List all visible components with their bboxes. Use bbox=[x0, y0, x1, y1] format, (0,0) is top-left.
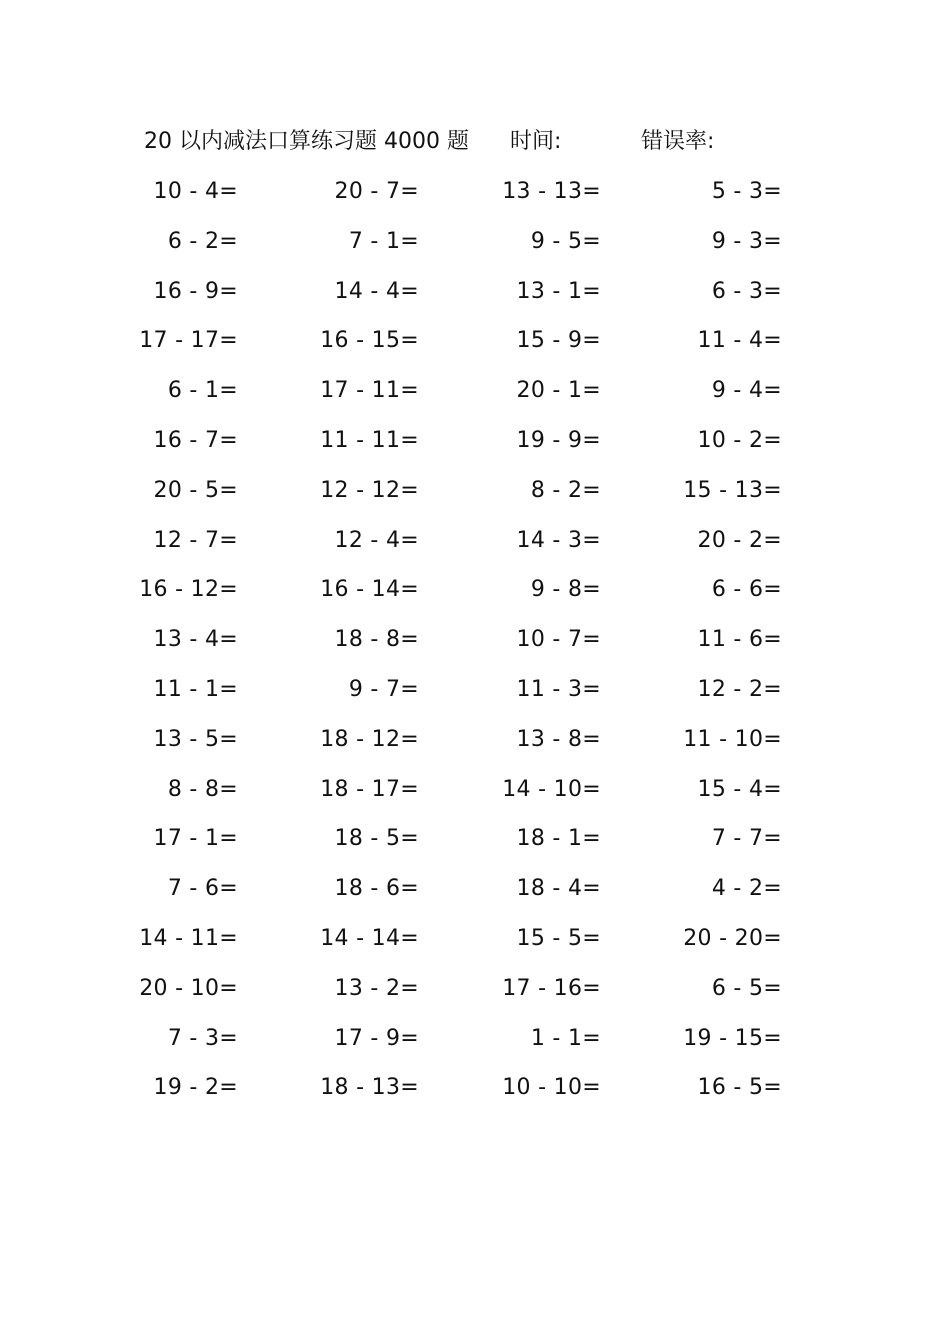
problem-item: 16 - 7= bbox=[153, 427, 238, 453]
time-label: 时间: bbox=[510, 129, 562, 154]
problem-row bbox=[0, 722, 950, 772]
problem-item: 13 - 5= bbox=[153, 726, 238, 752]
problem-row bbox=[0, 274, 950, 324]
problem-row bbox=[0, 821, 950, 871]
problem-item: 18 - 13= bbox=[320, 1075, 419, 1101]
problem-item: 7 - 6= bbox=[167, 876, 238, 902]
problem-row bbox=[0, 1070, 950, 1120]
problem-item: 8 - 8= bbox=[167, 776, 238, 802]
problem-row bbox=[0, 971, 950, 1021]
problem-item: 13 - 13= bbox=[502, 179, 601, 204]
problem-item: 16 - 14= bbox=[320, 577, 419, 603]
problem-item: 11 - 10= bbox=[683, 726, 782, 752]
problem-item: 20 - 10= bbox=[139, 975, 238, 1001]
problem-item: 8 - 2= bbox=[530, 477, 601, 503]
problem-item: 17 - 16= bbox=[502, 975, 601, 1001]
problem-row bbox=[0, 323, 950, 373]
problem-item: 9 - 8= bbox=[530, 577, 601, 603]
problem-row bbox=[0, 224, 950, 274]
problem-item: 14 - 4= bbox=[334, 278, 419, 304]
problem-item: 18 - 5= bbox=[334, 826, 419, 852]
problem-item: 12 - 12= bbox=[320, 477, 419, 503]
problem-item: 18 - 1= bbox=[516, 826, 601, 852]
problem-item: 19 - 2= bbox=[153, 1075, 238, 1101]
problem-row bbox=[0, 473, 950, 523]
worksheet-title: 20 以内减法口算练习题 4000 题 bbox=[144, 129, 469, 154]
problem-item: 18 - 12= bbox=[320, 726, 419, 752]
problem-row bbox=[0, 523, 950, 573]
problem-item: 13 - 1= bbox=[516, 278, 601, 304]
problem-item: 6 - 1= bbox=[167, 378, 238, 404]
problem-row bbox=[0, 373, 950, 423]
problem-item: 10 - 2= bbox=[697, 427, 782, 453]
problem-item: 20 - 2= bbox=[697, 527, 782, 553]
problem-item: 12 - 2= bbox=[697, 676, 782, 702]
problem-item: 9 - 7= bbox=[348, 676, 419, 702]
problem-item: 17 - 17= bbox=[139, 328, 238, 354]
problem-item: 15 - 5= bbox=[516, 925, 601, 951]
problem-item: 6 - 2= bbox=[167, 228, 238, 254]
problem-item: 12 - 7= bbox=[153, 527, 238, 553]
problem-item: 9 - 4= bbox=[711, 378, 782, 404]
problem-item: 7 - 1= bbox=[348, 228, 419, 254]
problem-item: 11 - 3= bbox=[516, 676, 601, 702]
problem-item: 4 - 2= bbox=[711, 876, 782, 902]
problem-item: 17 - 1= bbox=[153, 826, 238, 852]
problem-item: 14 - 11= bbox=[139, 925, 238, 951]
problem-item: 16 - 15= bbox=[320, 328, 419, 354]
problem-item: 1 - 1= bbox=[530, 1025, 601, 1051]
problem-item: 6 - 3= bbox=[711, 278, 782, 304]
problem-item: 11 - 11= bbox=[320, 427, 419, 453]
problem-row bbox=[0, 772, 950, 822]
problem-item: 13 - 8= bbox=[516, 726, 601, 752]
problem-row bbox=[0, 174, 950, 224]
problem-item: 17 - 9= bbox=[334, 1025, 419, 1051]
problem-item: 11 - 4= bbox=[697, 328, 782, 354]
problem-row bbox=[0, 871, 950, 921]
problem-item: 15 - 9= bbox=[516, 328, 601, 354]
problem-item: 14 - 10= bbox=[502, 776, 601, 802]
problem-item: 16 - 5= bbox=[697, 1075, 782, 1101]
problem-item: 13 - 4= bbox=[153, 627, 238, 653]
worksheet-header bbox=[144, 126, 804, 158]
problem-item: 18 - 8= bbox=[334, 627, 419, 653]
problem-grid bbox=[0, 174, 950, 1120]
problem-item: 20 - 5= bbox=[153, 477, 238, 503]
problem-item: 9 - 3= bbox=[711, 228, 782, 254]
problem-item: 12 - 4= bbox=[334, 527, 419, 553]
problem-item: 16 - 12= bbox=[139, 577, 238, 603]
problem-row bbox=[0, 672, 950, 722]
problem-item: 14 - 14= bbox=[320, 925, 419, 951]
problem-row bbox=[0, 423, 950, 473]
problem-item: 19 - 15= bbox=[683, 1025, 782, 1051]
problem-item: 17 - 11= bbox=[320, 378, 419, 404]
problem-item: 19 - 9= bbox=[516, 427, 601, 453]
problem-item: 5 - 3= bbox=[711, 179, 782, 204]
problem-row bbox=[0, 921, 950, 971]
problem-item: 20 - 1= bbox=[516, 378, 601, 404]
problem-item: 6 - 5= bbox=[711, 975, 782, 1001]
problem-item: 7 - 3= bbox=[167, 1025, 238, 1051]
problem-item: 11 - 1= bbox=[153, 676, 238, 702]
problem-item: 14 - 3= bbox=[516, 527, 601, 553]
problem-item: 11 - 6= bbox=[697, 627, 782, 653]
problem-row bbox=[0, 1021, 950, 1071]
problem-item: 15 - 4= bbox=[697, 776, 782, 802]
problem-item: 9 - 5= bbox=[530, 228, 601, 254]
problem-item: 10 - 4= bbox=[153, 179, 238, 204]
problem-item: 18 - 17= bbox=[320, 776, 419, 802]
problem-item: 10 - 10= bbox=[502, 1075, 601, 1101]
problem-item: 18 - 4= bbox=[516, 876, 601, 902]
problem-row bbox=[0, 622, 950, 672]
problem-item: 7 - 7= bbox=[711, 826, 782, 852]
problem-item: 6 - 6= bbox=[711, 577, 782, 603]
problem-item: 15 - 13= bbox=[683, 477, 782, 503]
problem-item: 13 - 2= bbox=[334, 975, 419, 1001]
problem-item: 20 - 20= bbox=[683, 925, 782, 951]
problem-item: 10 - 7= bbox=[516, 627, 601, 653]
problem-row bbox=[0, 572, 950, 622]
problem-item: 16 - 9= bbox=[153, 278, 238, 304]
error-rate-label: 错误率: bbox=[641, 129, 715, 154]
problem-item: 18 - 6= bbox=[334, 876, 419, 902]
problem-item: 20 - 7= bbox=[334, 179, 419, 204]
